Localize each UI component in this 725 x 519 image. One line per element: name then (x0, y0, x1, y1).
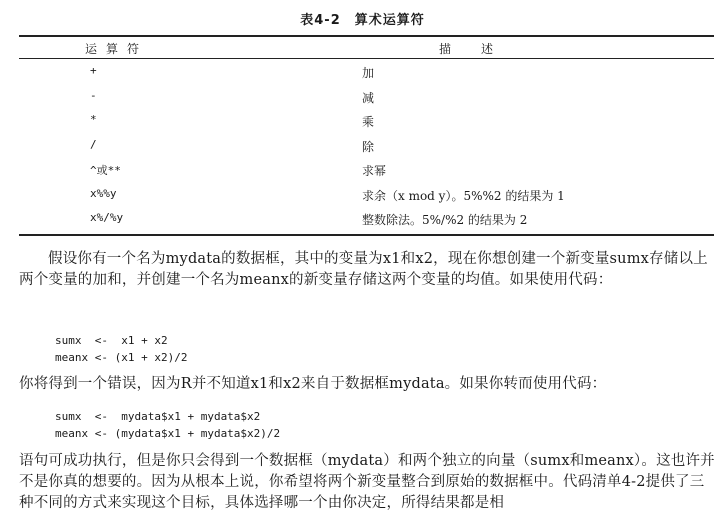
table-row (19, 134, 714, 159)
description-cell: 求幂 (362, 164, 387, 178)
table-row (19, 158, 714, 183)
operator-cell: ^或** (90, 164, 121, 177)
operator-cell: - (90, 88, 97, 102)
code-line: meanx <- (x1 + x2)/2 (55, 351, 188, 364)
body-paragraph: 语句可成功执行，但是你只会得到一个数据框（mydata）和两个独立的向量（sumx和meanx）。这也许并不是你真的想要的。因为从根本上说，你希望将两个新变量整合到原始的数据框中。代码清单4-2提供了三种不同的方式来实现这个目标，具体选择哪一个由你决定，所得结果都是相 (19, 453, 715, 511)
operator-cell: * (90, 113, 97, 126)
table-header (19, 39, 714, 57)
table-header-rule (19, 58, 714, 59)
header-operator: 运算符 (85, 42, 149, 56)
header-description: 描述 (439, 42, 524, 56)
operator-cell: + (90, 64, 97, 77)
table-row (19, 85, 714, 110)
code-line: sumx <- mydata$x1 + mydata$x2 (55, 410, 261, 423)
body-paragraph: 你将得到一个错误，因为R并不知道x1和x2来自于数据框mydata。如果你转而使用代码： (19, 376, 607, 392)
table-row (19, 60, 714, 85)
description-cell: 乘 (362, 115, 375, 129)
table-row (19, 109, 714, 134)
code-block (55, 332, 187, 366)
table-title: 表4-2 算术运算符 (300, 13, 425, 28)
code-line: meanx <- (mydata$x1 + mydata$x2)/2 (55, 427, 281, 440)
table-row (19, 183, 714, 208)
code-line: sumx <- x1 + x2 (55, 334, 168, 347)
table-bottom-rule (19, 234, 714, 236)
body-paragraph: 假设你有一个名为mydata的数据框，其中的变量为x1和x2，现在你想创建一个新变量sumx存储以上两个变量的加和，并创建一个名为meanx的新变量存储这两个变量的均值。如果使用代码： (19, 251, 708, 288)
description-cell: 减 (362, 90, 375, 105)
table-body (19, 60, 714, 232)
description-cell: 整数除法。5%/%2 的结果为 2 (362, 213, 528, 227)
operator-cell: x%%y (90, 186, 117, 200)
description-cell: 加 (362, 66, 375, 80)
description-cell: 除 (362, 139, 375, 154)
table-row (19, 207, 714, 232)
table-top-rule (19, 35, 714, 37)
code-block (55, 408, 280, 442)
operator-cell: / (90, 137, 97, 151)
description-cell: 求余（x mod y）。5%%2 的结果为 1 (362, 188, 565, 203)
operator-cell: x%/%y (90, 211, 124, 224)
